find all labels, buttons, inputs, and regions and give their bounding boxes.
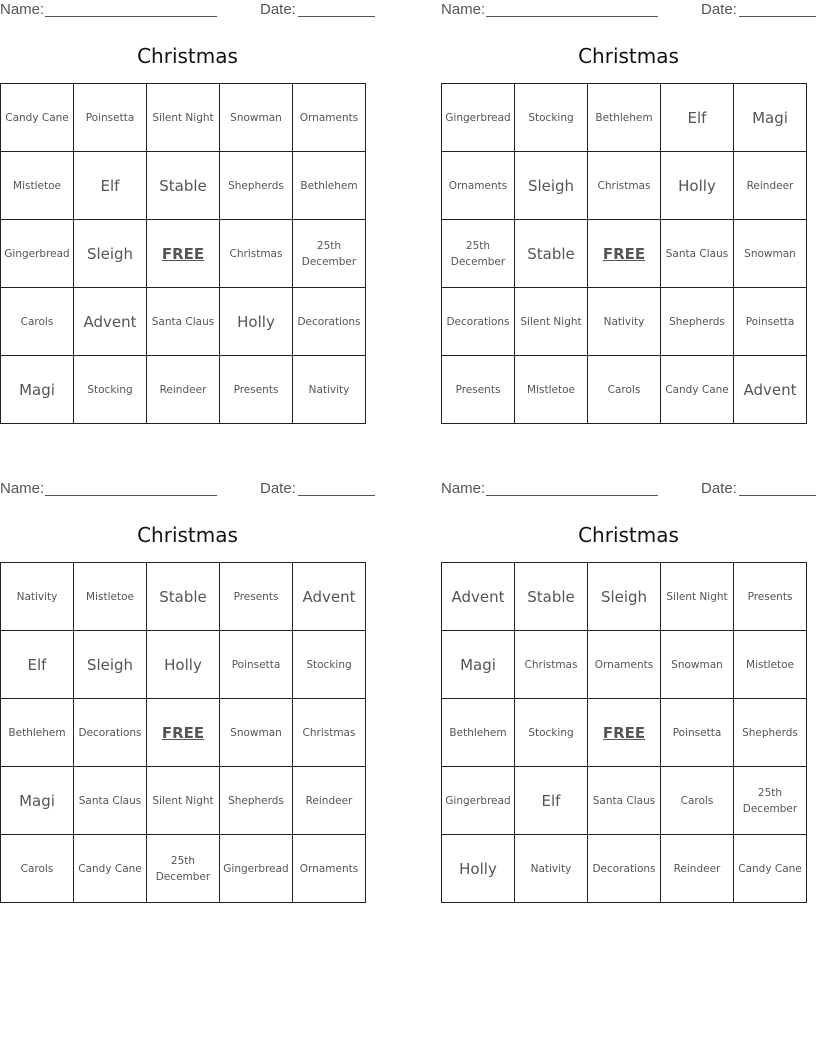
bingo-cell: Gingerbread [220,835,293,903]
date-label: Date: [701,480,737,497]
bingo-cell: Snowman [734,220,807,288]
bingo-cell: Bethlehem [442,699,515,767]
bingo-cell: Silent Night [661,563,734,631]
date-label: Date: [260,1,296,18]
grid-row [442,288,807,356]
bingo-cell: Stable [515,220,588,288]
bingo-cell: Gingerbread [442,84,515,152]
grid-row [1,631,366,699]
bingo-cell: Ornaments [293,835,366,903]
bingo-cell: Silent Night [515,288,588,356]
bingo-cell: Nativity [515,835,588,903]
grid-row [442,835,807,903]
free-space-cell: FREE [147,220,220,288]
free-space-cell: FREE [588,699,661,767]
bingo-cell: Snowman [661,631,734,699]
bingo-cell: Reindeer [661,835,734,903]
date-label: Date: [701,1,737,18]
bingo-cell: Candy Cane [661,356,734,424]
bingo-cell: Presents [220,356,293,424]
bingo-cell: Bethlehem [293,152,366,220]
bingo-cell: Ornaments [588,631,661,699]
bingo-cell: Mistletoe [515,356,588,424]
name-blank-line [45,495,217,496]
card-header [441,0,816,20]
grid-row [442,152,807,220]
bingo-cell: Poinsetta [74,84,147,152]
free-space-cell: FREE [588,220,661,288]
bingo-cell: Mistletoe [74,563,147,631]
bingo-cell: Shepherds [220,152,293,220]
bingo-card-1 [0,0,375,399]
bingo-cell: Snowman [220,699,293,767]
grid-row [1,699,366,767]
bingo-cell: Stocking [515,84,588,152]
bingo-grid [0,562,366,903]
bingo-cell: Elf [1,631,74,699]
date-blank-line [739,495,816,496]
date-label: Date: [260,480,296,497]
bingo-cell: Ornaments [442,152,515,220]
card-header [0,0,375,20]
bingo-cell: Mistletoe [1,152,74,220]
bingo-cell: Presents [442,356,515,424]
bingo-cell: Poinsetta [220,631,293,699]
bingo-cell: Candy Cane [734,835,807,903]
bingo-cell: Nativity [293,356,366,424]
card-title: Christmas [137,523,238,547]
bingo-cell: Magi [442,631,515,699]
bingo-cell: Magi [1,356,74,424]
bingo-cell: Decorations [74,699,147,767]
bingo-cell: Santa Claus [74,767,147,835]
bingo-grid [0,83,366,424]
bingo-cell: Candy Cane [1,84,74,152]
bingo-cell: Elf [515,767,588,835]
bingo-cell: Carols [1,835,74,903]
bingo-cell: Santa Claus [588,767,661,835]
bingo-cell: Decorations [588,835,661,903]
bingo-cell: Presents [734,563,807,631]
bingo-cell: Santa Claus [147,288,220,356]
bingo-cell: Nativity [1,563,74,631]
grid-row [1,220,366,288]
bingo-cell: Presents [220,563,293,631]
bingo-cell: Bethlehem [1,699,74,767]
bingo-cell: Sleigh [588,563,661,631]
bingo-cell: Santa Claus [661,220,734,288]
name-blank-line [45,16,217,17]
bingo-cell: Reindeer [147,356,220,424]
card-title: Christmas [578,44,679,68]
bingo-cell: Elf [74,152,147,220]
free-space-cell: FREE [147,699,220,767]
bingo-cell: Ornaments [293,84,366,152]
name-label: Name: [441,1,486,18]
bingo-cell: 25th December [734,767,807,835]
bingo-cell: Poinsetta [734,288,807,356]
bingo-cell: Stocking [74,356,147,424]
bingo-cell: Stable [147,152,220,220]
bingo-cell: Gingerbread [1,220,74,288]
grid-row [1,356,366,424]
grid-row [1,152,366,220]
card-header [0,479,375,499]
bingo-cell: Silent Night [147,767,220,835]
card-title: Christmas [578,523,679,547]
bingo-cell: Holly [220,288,293,356]
bingo-cell: Holly [147,631,220,699]
bingo-cell: Magi [1,767,74,835]
bingo-grid [441,83,807,424]
bingo-cell: Snowman [220,84,293,152]
bingo-cell: Decorations [442,288,515,356]
bingo-cell: Stable [515,563,588,631]
bingo-cell: Decorations [293,288,366,356]
bingo-cell: Holly [442,835,515,903]
grid-row [442,220,807,288]
name-blank-line [486,495,658,496]
bingo-cell: Sleigh [74,220,147,288]
grid-row [442,563,807,631]
bingo-cell: Poinsetta [661,699,734,767]
bingo-cell: Silent Night [147,84,220,152]
grid-row [442,631,807,699]
name-label: Name: [0,480,45,497]
date-blank-line [298,495,375,496]
bingo-cell: Stocking [515,699,588,767]
name-label: Name: [441,480,486,497]
bingo-cell: Holly [661,152,734,220]
bingo-cell: Stocking [293,631,366,699]
grid-row [442,699,807,767]
bingo-cell: Reindeer [734,152,807,220]
bingo-cell: Shepherds [220,767,293,835]
bingo-cell: Nativity [588,288,661,356]
bingo-cell: Mistletoe [734,631,807,699]
bingo-cell: Christmas [293,699,366,767]
bingo-cell: Carols [1,288,74,356]
bingo-cell: Magi [734,84,807,152]
bingo-cell: Shepherds [734,699,807,767]
bingo-card-3 [0,479,375,883]
bingo-card-4 [441,479,816,878]
date-blank-line [298,16,375,17]
bingo-cell: Advent [734,356,807,424]
bingo-cell: Elf [661,84,734,152]
bingo-cell: 25th December [293,220,366,288]
bingo-cell: Sleigh [74,631,147,699]
bingo-cell: 25th December [442,220,515,288]
grid-row [442,84,807,152]
grid-row [1,767,366,835]
name-blank-line [486,16,658,17]
grid-row [1,563,366,631]
name-label: Name: [0,1,45,18]
bingo-grid [441,562,807,903]
bingo-cell: Christmas [220,220,293,288]
grid-row [1,835,366,903]
bingo-cell: Shepherds [661,288,734,356]
card-title: Christmas [137,44,238,68]
bingo-card-2 [441,0,816,399]
bingo-cell: Christmas [588,152,661,220]
bingo-cell: Advent [442,563,515,631]
grid-row [1,288,366,356]
bingo-cell: Candy Cane [74,835,147,903]
grid-row [442,767,807,835]
card-header [441,479,816,499]
bingo-cell: Advent [293,563,366,631]
bingo-cell: Stable [147,563,220,631]
bingo-cell: Sleigh [515,152,588,220]
bingo-cell: Carols [588,356,661,424]
bingo-cell: 25th December [147,835,220,903]
grid-row [1,84,366,152]
bingo-cell: Carols [661,767,734,835]
grid-row [442,356,807,424]
bingo-cell: Gingerbread [442,767,515,835]
bingo-cell: Christmas [515,631,588,699]
bingo-cell: Reindeer [293,767,366,835]
bingo-cell: Bethlehem [588,84,661,152]
bingo-cell: Advent [74,288,147,356]
date-blank-line [739,16,816,17]
